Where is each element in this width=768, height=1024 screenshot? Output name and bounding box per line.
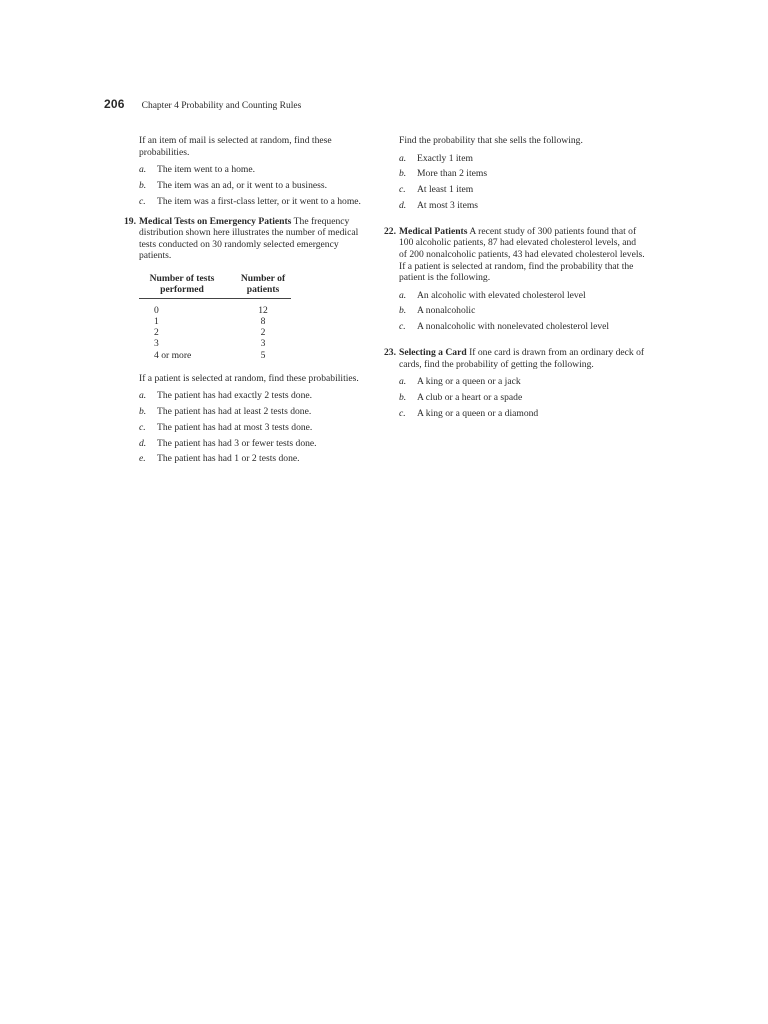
list-item: c. The patient has had at most 3 tests done. <box>139 421 313 433</box>
question-text: If one card is drawn from an ordinary deck of cards, find the probability of getting the following. <box>399 347 645 370</box>
question-22 <box>384 226 646 284</box>
list-item: b. The patient has had at least 2 tests done. <box>139 406 312 418</box>
chapter-title: Chapter 4 Probability and Counting Rules <box>141 101 302 111</box>
left-column <box>124 135 369 469</box>
page-number: 206 <box>104 97 125 111</box>
table-header-patients: Number of patients <box>235 273 291 298</box>
question-text: The frequency distribution shown here illustrates the number of medical tests conducted on 30 randomly selected emergency patients. <box>139 215 359 262</box>
frequency-table <box>139 273 291 361</box>
sales-question-intro: Find the probability that she sells the following. <box>399 135 583 146</box>
question-23 <box>384 347 646 370</box>
list-item: a. The item went to a home. <box>139 164 256 176</box>
list-item: b. The item was an ad, or it went to a business. <box>139 179 327 191</box>
question-23-items <box>384 376 646 419</box>
list-item: b. A club or a heart or a spade <box>399 392 523 403</box>
question-title: Selecting a Card <box>399 347 467 359</box>
question-title: Medical Patients <box>399 225 468 237</box>
list-item: a. An alcoholic with elevated cholesterol level <box>399 289 586 301</box>
list-item: c. A king or a queen or a diamond <box>399 407 539 419</box>
list-item: b. A nonalcoholic <box>399 305 476 317</box>
table-row: 3 3 <box>154 338 266 350</box>
list-item: a. The patient has had exactly 2 tests done. <box>139 390 313 402</box>
question-title: Medical Tests on Emergency Patients <box>139 215 292 227</box>
question-number: 23. <box>384 347 396 359</box>
list-item: d. The patient has had 3 or fewer tests done. <box>139 437 317 449</box>
right-column <box>384 135 646 424</box>
question-19-items <box>124 390 369 465</box>
list-item: c. A nonalcoholic with nonelevated cholesterol level <box>399 321 610 333</box>
question-19 <box>124 216 369 262</box>
table-row: 1 8 <box>154 315 266 327</box>
list-item: c. At least 1 item <box>399 184 474 196</box>
question-number: 22. <box>384 225 396 237</box>
list-item: a. Exactly 1 item <box>399 152 473 164</box>
page-header <box>104 97 301 111</box>
list-item: b. More than 2 items <box>399 168 488 180</box>
question-text: A recent study of 300 patients found that of 100 alcoholic patients, 87 had elevated cholesterol levels, and of 200 nonalcoholic patients, 43 had elevated cholesterol levels. If a patient is selected at random, find the probability that the patient is the following. <box>399 225 645 284</box>
list-item: e. The patient has had 1 or 2 tests done. <box>139 453 300 465</box>
sales-question-items <box>384 153 646 212</box>
table-row: 2 2 <box>154 327 266 339</box>
list-item: d. At most 3 items <box>399 199 479 211</box>
question-22-items <box>384 290 646 333</box>
mail-question-intro: If an item of mail is selected at random, find these probabilities. <box>139 135 332 158</box>
table-row: 0 12 <box>154 304 268 316</box>
question-19-prompt: If a patient is selected at random, find these probabilities. <box>139 372 359 384</box>
question-number: 19. <box>124 215 136 227</box>
list-item: c. The item was a first-class letter, or it went to a home. <box>139 195 361 207</box>
mail-question-items <box>124 164 369 207</box>
table-row: 4 or more 5 <box>154 349 266 361</box>
table-header-tests: Number of tests performed <box>139 273 235 298</box>
list-item: a. A king or a queen or a jack <box>399 376 521 388</box>
